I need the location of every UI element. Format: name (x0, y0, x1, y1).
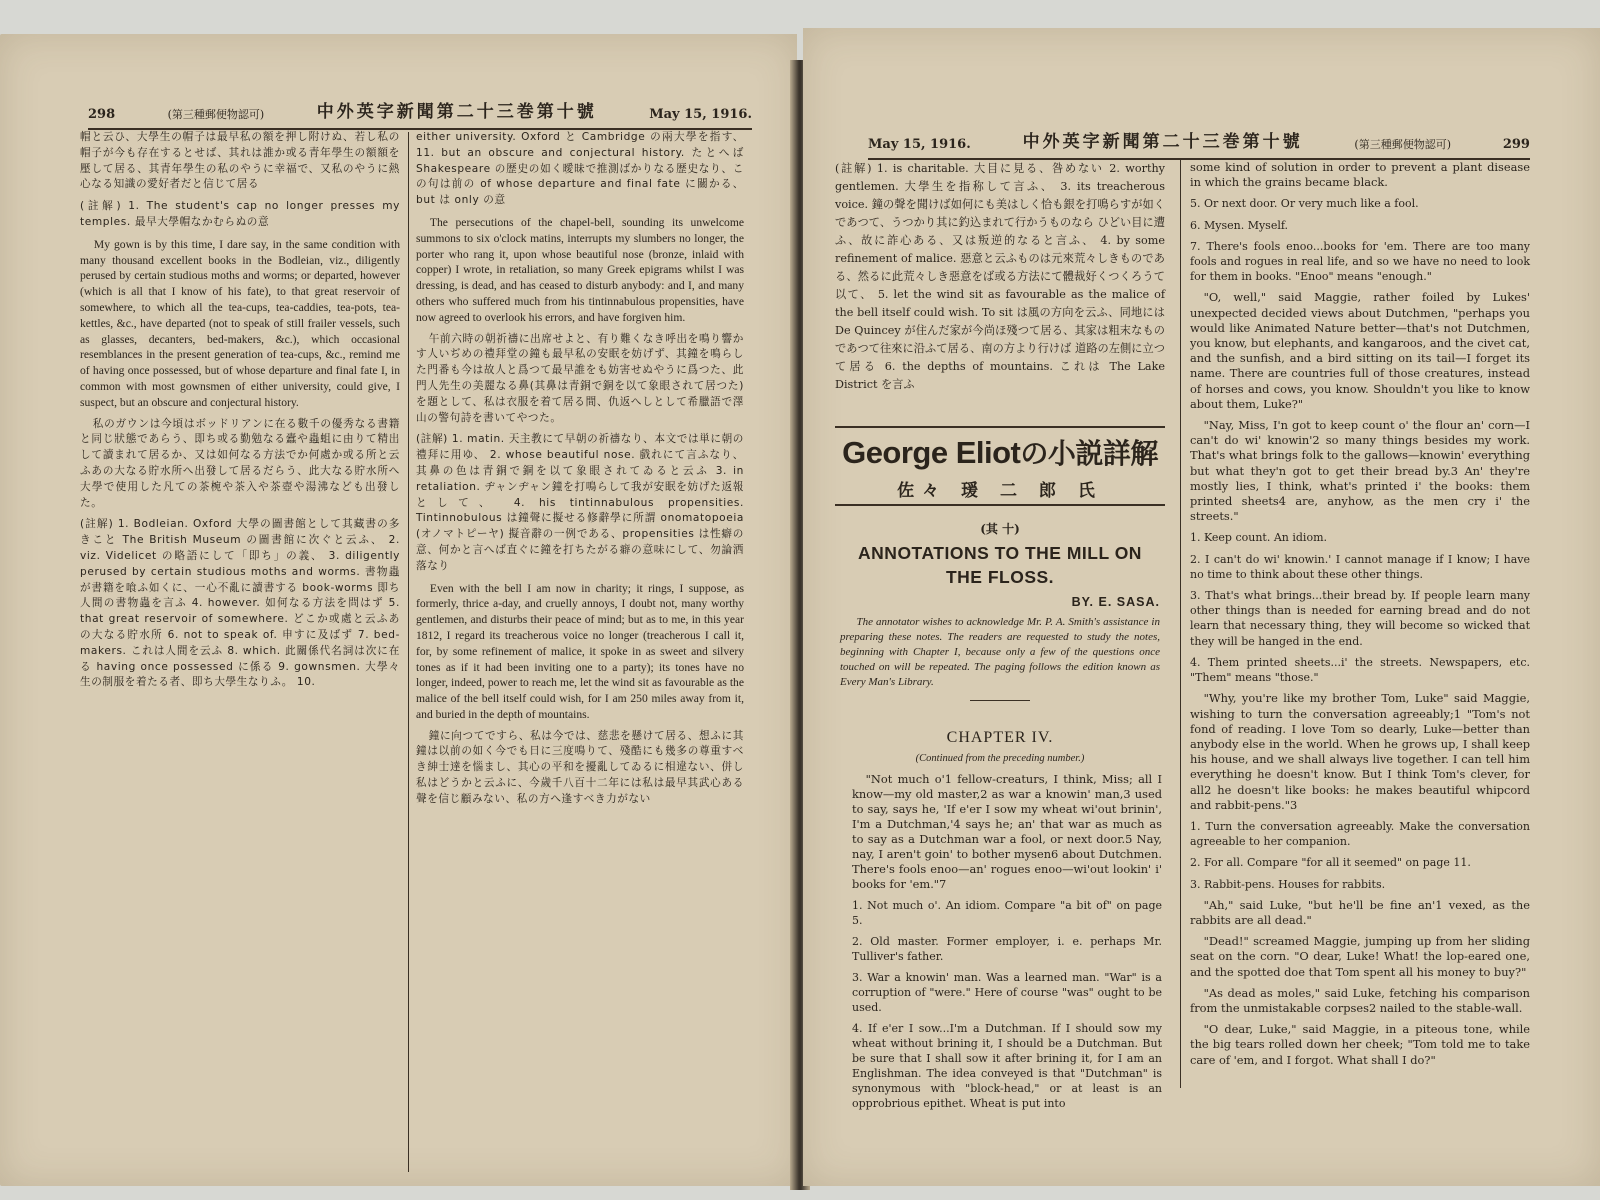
continued-note: (Continued from the preceding number.) (915, 753, 1085, 764)
installment-number: (其 十) (980, 522, 1020, 536)
title-english: George Eliot (842, 435, 1021, 470)
note-item: 7. There's fools enoo...books for 'em. There are too many fools and rogues in real life, and so we have no need to look for them in books. "Enoo" means "enough." (1190, 239, 1530, 284)
postal-permit: (第三種郵便物認可) (167, 108, 265, 121)
paragraph: "Ah," said Luke, "but he'll be fine an'1 vexed, as the rabbits are all dead." (1190, 897, 1530, 927)
paragraph: My gown is by this time, I dare say, in the same condition with many thousand excellent books in the Bodleian, viz., diligently perused by certain studious moths and worms; or departed, however (which is all that I know of his fate), to that great reservoir of somewhere, to which all the tea-cups, tea-caddies, tea-pots, tea-kettles, &c., have departed (not to speak of still frailer vessels, such as glasses, decanters, bed-makers, &c.), which occasional resemblances in the present generation of tea-cups, &c., remind me of having once possessed, but of whose departure and final fate I, in common with most gownsmen of either university, could give, I suspect, but an obscure and conjectural history. (80, 237, 400, 409)
article-title (835, 432, 1165, 472)
page-number: 298 (88, 107, 116, 122)
annotation: either university. Oxford と Cambridge の兩大學を指す、11. but an obscure and conjectural history. たとへば Shakespeare の歴史の如く曖昧で推測ばかりなる歴史なり、この句は前の of whose departure and final fate に關かる、but は only の意 (416, 131, 744, 207)
column-divider (408, 132, 409, 1172)
paragraph: 私のガウンは今頃はボッドリアンに在る數千の優秀なる書籍と同じ狀態であらう、即ち或る勤勉なる蠹や蟲蛆に由りて精出して讀まれて居るか、又は如何なる方法でか何處か或る所と云ふあの大なる貯水所へ出發して居るだらう、此大なる貯水所へ大學で使用した凡ての茶椀や茶入や茶壺や湯沸なども出發した。 (80, 417, 400, 509)
short-divider (970, 700, 1030, 701)
left-page-header (88, 94, 752, 130)
paragraph: "Not much o'1 fellow-creaturs, I think, Miss; all I know—my old master,2 as war a knowin' man,3 used to say, says he, 'If e'er I sow my wheat wi'out brinin', I'm a Dutchman,'4 says he; an' that war as much as to say as a Dutchman war a fool, or next door.5 Nay, nay, I aren't goin' to bother mysen6 about Dutchmen. There's fools enoo—an' rogues enoo—wi'out lookin' i' books for 'em."7 (852, 772, 1162, 891)
note-item: 1. Turn the conversation agreeably. Make the conversation agreeable to her companion. (1190, 819, 1530, 849)
note-item: 4. If e'er I sow...I'm a Dutchman. If I should sow my wheat without brining it, I should be a Dutchman. But be sure that I shall sow it after brining it, for I am an Englishman. The idea conveyed is that "Dutchman" is synonymous with "block-head," or at least is an opprobrious epithet. Wheat is put into (852, 1022, 1162, 1110)
chapter-heading: CHAPTER IV. (946, 729, 1054, 746)
right-column-2 (1190, 160, 1530, 1090)
note-item: 6. Mysen. Myself. (1190, 218, 1289, 232)
paragraph: "Nay, Miss, I'n got to keep count o' the flour an' corn—I can't do wi' knowin'2 so many things besides my work. That's what brings folk to the gallows—knowin' everything but what they'n got to get their bread by.3 An' they're mostly lies, I think, what's printed i' the books: them printed sheets4 are, anyhow, as the men cry i' the streets." (1190, 418, 1530, 524)
article-title-block (835, 432, 1165, 501)
note-item: 3. That's what brings...their bread by. If people learn many other things than is needed for earning bread and do not learn that necessary thing, they will become so wicked that they will be hanged in the end. (1190, 589, 1530, 648)
paragraph: 帽と云ひ、大學生の帽子は最早私の額を押し附けぬ、若し私の帽子が今も存在するとせば、其れは誰か或る青年學生の額額を壓して居る、其青年學生の私のやうに幸福で、又私のやうに熱心なる知識の愛好者だと信じて居る (80, 131, 400, 191)
note-item: 3. War a knowin' man. Was a learned man. "War" is a corruption of "were." Here of course "was" ought to be used. (852, 971, 1162, 1014)
byline: BY. E. SASA. (1071, 595, 1160, 609)
annotation: (註解) 1. The student's cap no longer presses my temples. 最早大學帽なかむらぬの意 (80, 200, 400, 228)
note-item: 3. Rabbit-pens. Houses for rabbits. (1190, 877, 1386, 891)
issue-date: May 15, 1916. (649, 107, 752, 122)
paragraph: 午前六時の朝祈禱に出席せよと、有り難くなき呼出を鳴り響かす人いぢめの禮拜堂の鐘も最早私の安眠を妨げず、其鐘を鳴らした門番も今は故人と爲つて最早誰をも妨害せぬやうに爲つた、此門人先生の美麗なる鼻(其鼻は青銅で銅を以て象眼されて居つた)を題として、私は衣服を着て居る間、仇返へしとして希臘語で澤山の警句詩を書いてやつた。 (416, 332, 744, 424)
paragraph: "Dead!" screamed Maggie, jumping up from her sliding seat on the corn. "O dear, Luke! What! the lop-eared one, and the spotted doe that Tom spent all his money to buy?" (1190, 934, 1530, 979)
right-page-header (868, 124, 1530, 160)
intro-note: The annotator wishes to acknowledge Mr. P. A. Smith's assistance in preparing these notes. The readers are requested to study the notes, beginning with Chapter I, because only a few of the questions once touched on will be repeated. The paging follows the edition known as Every Man's Library. (840, 616, 1160, 688)
note-item: 2. Old master. Former employer, i. e. perhaps Mr. Tulliver's father. (852, 935, 1162, 963)
left-page (0, 34, 797, 1186)
annotations-heading: ANNOTATIONS TO THE MILL ON THE FLOSS. (858, 543, 1142, 587)
column-divider (1180, 158, 1181, 1088)
paragraph: "O dear, Luke," said Maggie, in a piteous tone, while the big tears rolled down her cheek; "Tom told me to take care of 'em, and I forgot. What shall I do?" (1190, 1022, 1530, 1067)
note-item: 1. Keep count. An idiom. (1190, 531, 1327, 545)
right-column-1 (852, 772, 1162, 1110)
title-rule-top (835, 426, 1165, 428)
masthead: 中外英字新聞第二十三巻第十號 (316, 102, 597, 122)
paragraph: The persecutions of the chapel-bell, sounding its unwelcome summons to six o'clock matins, interrupts my slumbers no longer, the porter who rang it, upon whose beautiful nose (bronze, inlaid with copper) I wrote, in retaliation, so many Greek epigrams whilst I was dressing, is dead, and has ceased to disturb anybody: and I, and many others who suffered much from his tintinnabulous propensities, have now agreed to overlook his errors, and have forgiven him. (416, 215, 744, 324)
annotation: (註解) 1. matin. 天主教にて早朝の祈禱なり、本文では単に朝の禮拜に用ゆ、 2. whose beautiful nose. 戲れにて言ふなり、其鼻の色は青銅で銅を以て象眼されてゐると云ふ 3. in retaliation. ヂャンヂャン鐘を打鳴らして我が安眠を妨げた返報として、 4. his tintinnabulous propensities. Tintinnobulous は鐘聲に擬せる修辭學に所謂 onomatopoeia (オノマトピーヤ) 擬音辭の一例である、propensities は性癖の意、何かと言へば直ぐに鐘を打ちたがる癖の意味にして、勿論洒落なり (416, 433, 744, 572)
author-name: 佐々 瑗 二 郎 氏 (897, 481, 1103, 501)
note-item: 2. I can't do wi' knowin.' I cannot manage if I know; I have no time to think about these other things. (1190, 552, 1530, 581)
annotation: (註解) 1. is charitable. 大目に見る、咎めない 2. worthy gentlemen. 大學生を指称して言ふ、 3. its treacherous voice. 鐘の聲を聞けば如何にも美はしく恰も銀を打鳴らすが如くであつて、うつかり其に釣込まれて行かうものなら ひどい目に遭ふ、故に詐心ある、又は叛逆的なると言ふ、 4. by some refinement of malice. 惡意と云ふものは元來荒々しきものである、然るに此荒々しき惡意をば或る方法にて體裁好くつくろうて以て、 5. let the wind sit as favourable as the malice of the bell itself could wish. To sit は風の方向を云ふ、同地には De Quincey が住んだ家が今尚ほ殘つて居る、其家は粗末なものであつて往來に沿ふて居る、南の方より行けば 道路の左側に立つて居る 6. the depths of mountains. これは The Lake District を言ふ (835, 162, 1165, 391)
postal-permit: (第三種郵便物認可) (1354, 138, 1451, 151)
paragraph: some kind of solution in order to prevent a plant disease in which the grains became black. (1190, 160, 1530, 190)
title-japanese: の小説詳解 (1020, 437, 1158, 470)
note-item: 2. For all. Compare "for all it seemed" on page 11. (1190, 856, 1471, 870)
paragraph: "O, well," said Maggie, rather foiled by Lukes' unexpected decided views about Dutchmen, "perhaps you would like Animated Nature better—that's not Dutchmen, you know, but elephants, and kangaroos, and the civet cat, and the sunfish, and a bird sitting on its tail—I forget its name. There are countries full of those creatures, instead of horses and cows, you know. Shouldn't you like to know about them, Luke?" (1190, 290, 1530, 411)
paragraph: "As dead as moles," said Luke, fetching his comparison from the unmistakable corpses2 nailed to the stable-wall. (1190, 985, 1530, 1015)
paragraph: 鐘に向つてですら、私は今では、慈悲を懸けて居る、想ふに其鐘は以前の如く今でも日に三度鳴りて、殘酷にも幾多の尊重すべき紳士達を惱まし、其心の平和を擾亂してゐるに相違ない、併し私はどうかと云ふに、今歲千八百十二年には私は最早其武心ある聲を信じ顧みない、私の方へ逢すべき力がない (416, 729, 744, 805)
page-number: 299 (1502, 137, 1530, 152)
note-item: 4. Them printed sheets...i' the streets. Newspapers, etc. "Them" means "those." (1190, 655, 1530, 685)
left-column-1 (80, 130, 400, 1180)
annotations-heading-block (840, 510, 1160, 764)
note-item: 1. Not much o'. An idiom. Compare "a bit of" on page 5. (852, 899, 1162, 927)
top-annotations (835, 160, 1165, 412)
note-item: 5. Or next door. Or very much like a fool. (1190, 197, 1419, 211)
paragraph: "Why, you're like my brother Tom, Luke" said Maggie, wishing to turn the conversation agreeably;1 "Tom's not fond of reading. I love Tom so dearly, Luke—better than anybody else in the world. When he grows up, I shall keep his house, and we shall always live together. I can tell him everything he doesn't know. But I think Tom's clever, for all2 he doesn't like books: he makes beautiful whipcord and rabbit-pens."3 (1190, 691, 1530, 812)
paragraph: Even with the bell I am now in charity; it rings, I suppose, as formerly, thrice a-day, and cruelly annoys, I doubt not, many worthy gentlemen, and disturbs their peace of mind; but as to me, in this year 1812, I regard its treacherous voice no longer (treacherous I call it, for, by some refinement of malice, it spoke in as sweet and silvery tones as if it had been inviting one to a party); its tones have no longer, indeed, power to reach me, let the wind sit as favourable as the malice of the bell itself could wish, for I am 250 miles away from it, and buried in the depth of mountains. (416, 581, 744, 721)
title-rule-bottom (835, 504, 1165, 506)
masthead: 中外英字新聞第二十三巻第十號 (1022, 132, 1303, 152)
issue-date: May 15, 1916. (868, 137, 971, 152)
annotation: (註解) 1. Bodleian. Oxford 大學の圖書館として其藏書の多きこと The British Museum の圖書館に次ぐと云ふ、 2. viz. Videlicet の略語にして「即ち」の義、 3. diligently perused by certain studious moths and worms. 書物蟲が書籍を喰ふ如くに、一心不亂に讀書する book-worms 即ち人間の書物蟲を言ふ 4. however. 如何なる方法を問はず 5. that great reservoir of somewhere. どこか或處と云ふあの大なる貯水所 6. not to speak of. 申すに及ばず 7. bed-makers. これは人間を云ふ 8. which. 此關係代名詞は次に在る having once possessed に係る 9. gownsmen. 大學々生の制服を着たる者、即ち大學生なりふ。 10. (80, 518, 400, 689)
left-column-2 (416, 130, 744, 1180)
